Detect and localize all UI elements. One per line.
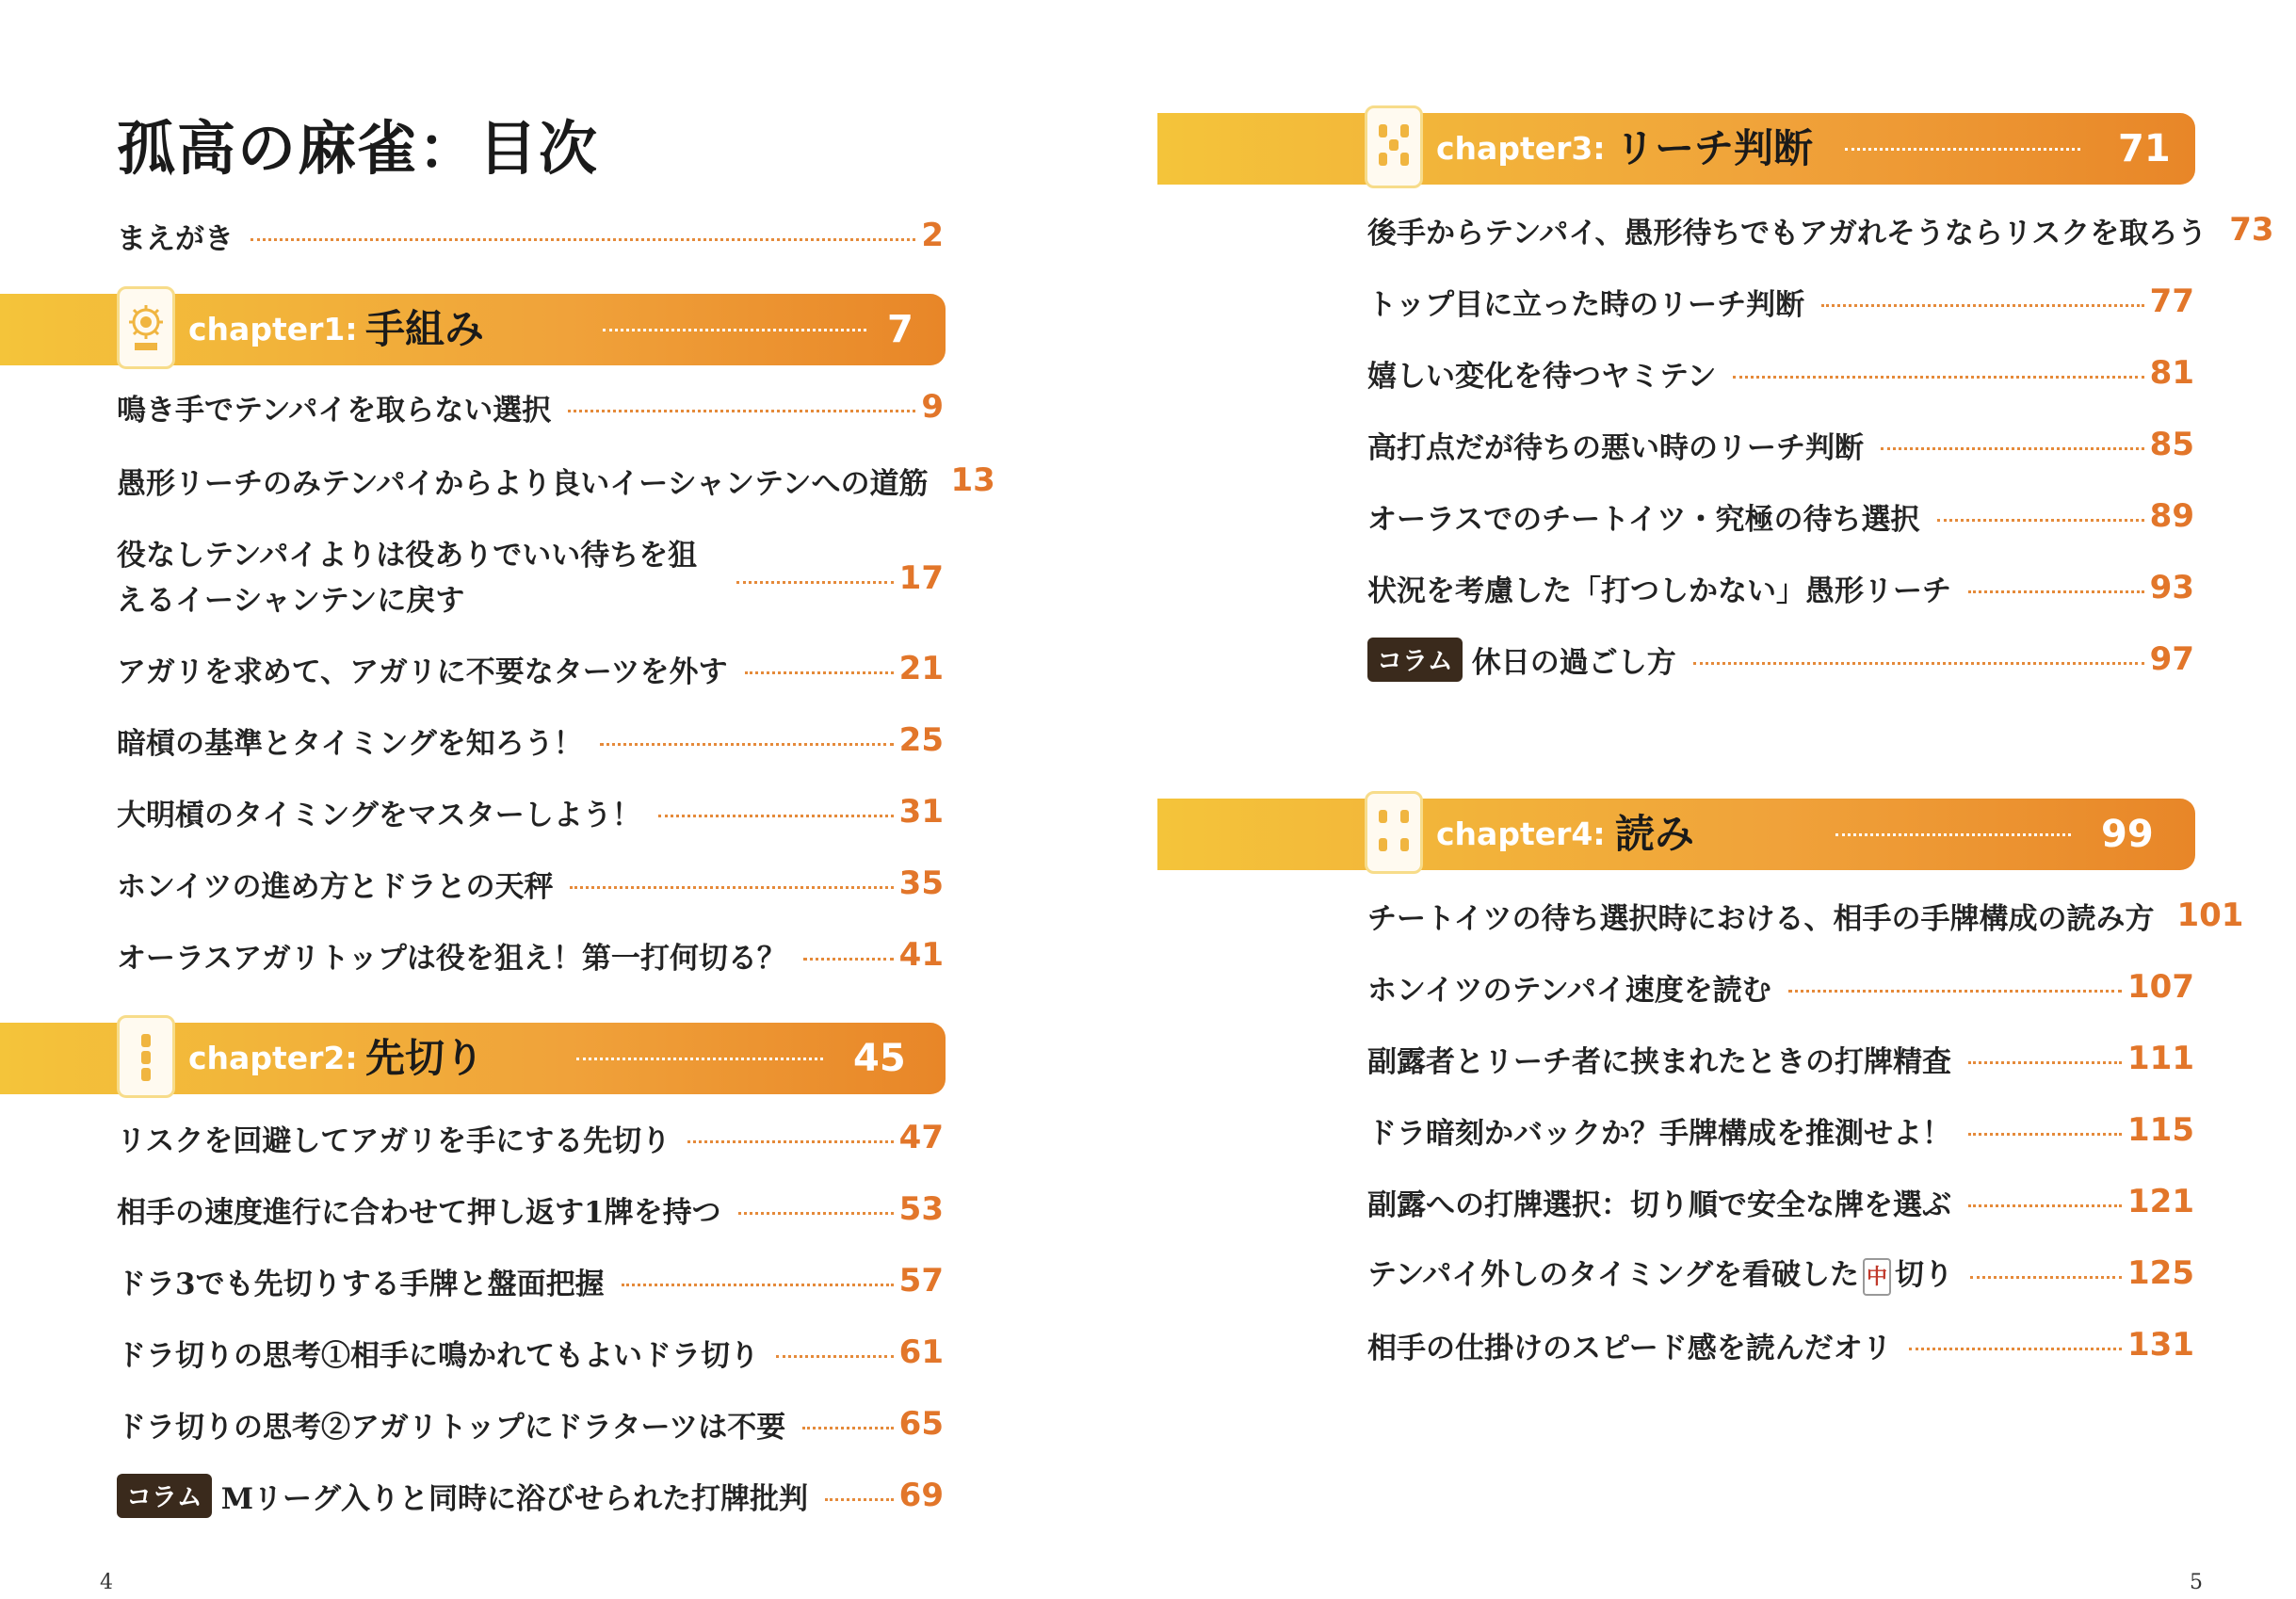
entry-title: 役なしテンパイよりは役ありでいい待ちを狙えるイーシャンテンに戻す — [117, 539, 698, 618]
leader-dots — [1693, 662, 2144, 665]
column-tag: コラム — [117, 1474, 212, 1518]
entry-page: 47 — [898, 1119, 944, 1156]
leader-dots — [1970, 1276, 2122, 1279]
chapter2-name: 先切り — [365, 1035, 485, 1081]
entry-page: 93 — [2149, 569, 2194, 606]
chapter3-label: chapter3: — [1436, 130, 1606, 167]
toc-entry[interactable] — [1367, 1175, 2194, 1228]
entry-page: 69 — [898, 1477, 944, 1514]
leader-dots — [825, 1498, 894, 1501]
toc-entry[interactable] — [117, 454, 995, 507]
entry-page: 77 — [2149, 283, 2194, 320]
entry-title: Mリーグ入りと同時に浴びせられた打牌批判 — [220, 1481, 809, 1516]
page-number: 5 — [2190, 1571, 2203, 1594]
chapter3-header[interactable] — [1157, 113, 2195, 185]
toc-entry[interactable] — [117, 1183, 944, 1236]
entry-page: 131 — [2127, 1326, 2194, 1364]
chapter1-page: 7 — [887, 308, 914, 351]
leader-dots — [600, 743, 894, 746]
leader-dots — [802, 1427, 893, 1429]
entry-title: オーラスアガリトップは役を狙え！第一打何切る？ — [117, 941, 786, 976]
entry-page: 89 — [2149, 497, 2194, 535]
entry-page: 121 — [2127, 1183, 2194, 1220]
chapter2-label: chapter2: — [188, 1040, 358, 1076]
mahjong-tile-icon — [117, 286, 175, 369]
leader-dots — [687, 1140, 894, 1143]
entry-page: 115 — [2127, 1111, 2194, 1149]
entry-page: 107 — [2127, 968, 2194, 1006]
toc-entry[interactable] — [117, 642, 944, 695]
entry-page: 65 — [898, 1405, 944, 1443]
entry-title: 後手からテンパイ、愚形待ちでもアガれそうならリスクを取ろう — [1367, 216, 2207, 250]
toc-entry-maegaki[interactable] — [117, 209, 944, 262]
entry-page: 25 — [898, 721, 944, 759]
entry-page: 57 — [898, 1262, 944, 1300]
entry-page: 31 — [898, 793, 944, 831]
toc-entry[interactable] — [117, 1397, 944, 1450]
mahjong-tile-icon — [1365, 105, 1423, 188]
leader-dots — [1968, 590, 2144, 593]
toc-entry[interactable] — [117, 1111, 944, 1164]
chapter1-label: chapter1: — [188, 311, 358, 347]
entry-title: 副露への打牌選択：切り順で安全な牌を選ぶ — [1367, 1187, 1951, 1222]
page-number: 4 — [100, 1571, 113, 1594]
leader-dots — [738, 1212, 894, 1215]
leader-dots — [1937, 519, 2144, 522]
leader-dots — [745, 671, 894, 674]
chapter4-header[interactable] — [1157, 799, 2195, 870]
toc-entry[interactable] — [117, 1254, 944, 1307]
entry-page: 53 — [898, 1190, 944, 1228]
leader-dots — [1968, 1133, 2122, 1136]
toc-entry[interactable] — [117, 785, 944, 838]
chapter4-label: chapter4: — [1436, 816, 1606, 852]
entry-title: 副露者とリーチ者に挟まれたときの打牌精査 — [1367, 1044, 1951, 1079]
entry-title: 相手の速度進行に合わせて押し返す1牌を持つ — [117, 1195, 721, 1230]
entry-title-post: 切り — [1895, 1258, 1954, 1293]
toc-entry-column[interactable] — [117, 1469, 944, 1522]
toc-entry[interactable] — [1367, 418, 2194, 471]
entry-title: ドラ切りの思考②アガリトップにドラターツは不要 — [117, 1410, 786, 1445]
entry-page: 101 — [2176, 896, 2244, 934]
entry-title: ドラ3でも先切りする手牌と盤面把握 — [117, 1267, 605, 1301]
entry-page: 81 — [2149, 354, 2194, 392]
leader-dots — [1835, 833, 2071, 836]
entry-page: 2 — [921, 217, 944, 254]
entry-page: 17 — [898, 559, 944, 597]
leader-dots — [603, 329, 866, 331]
toc-entry[interactable] — [1367, 203, 2274, 256]
toc-entry[interactable] — [1367, 1032, 2194, 1085]
toc-entry[interactable] — [117, 1326, 944, 1379]
toc-title: 孤高の麻雀：目次 — [117, 114, 600, 183]
entry-title: ホンイツのテンパイ速度を読む — [1367, 973, 1771, 1008]
entry-title: トップ目に立った時のリーチ判断 — [1367, 287, 1805, 322]
leader-dots — [1881, 447, 2144, 450]
leader-dots — [776, 1355, 894, 1358]
chapter1-name: 手組み — [365, 306, 485, 352]
column-tag: コラム — [1367, 638, 1463, 682]
entry-page: 61 — [898, 1333, 944, 1371]
toc-entry[interactable] — [117, 929, 944, 981]
leader-dots — [1845, 148, 2080, 151]
leader-dots — [570, 886, 893, 889]
chapter1-header[interactable] — [0, 294, 946, 365]
entry-page: 41 — [898, 936, 944, 974]
entry-title-pre: テンパイ外しのタイミングを看破した — [1367, 1258, 1860, 1293]
entry-title: 嬉しい変化を待つヤミテン — [1367, 359, 1717, 394]
toc-entry[interactable] — [1367, 961, 2194, 1013]
toc-entry[interactable] — [117, 527, 944, 629]
entry-page: 73 — [2229, 211, 2274, 249]
entry-page: 13 — [950, 461, 995, 499]
entry-page: 9 — [921, 388, 944, 426]
entry-title: 状況を考慮した「打つしかない」愚形リーチ — [1367, 573, 1951, 608]
leader-dots — [1821, 304, 2144, 307]
entry-title: オーラスでのチートイツ・究極の待ち選択 — [1367, 502, 1920, 537]
toc-entry[interactable] — [1367, 561, 2194, 614]
leader-dots — [568, 410, 915, 412]
leader-dots — [1909, 1348, 2122, 1350]
entry-page: 97 — [2149, 640, 2194, 678]
chapter2-header[interactable] — [0, 1023, 946, 1094]
toc-entry[interactable] — [1367, 1318, 2194, 1371]
leader-dots — [658, 815, 894, 817]
entry-title: チートイツの待ち選択時における、相手の手牌構成の読み方 — [1367, 901, 2155, 936]
toc-entry[interactable] — [1367, 889, 2244, 942]
mahjong-tile-icon — [1365, 791, 1423, 874]
entry-title: 休日の過ごし方 — [1471, 645, 1676, 680]
chapter2-page: 45 — [853, 1037, 906, 1080]
leader-dots — [1733, 376, 2143, 379]
leader-dots — [1968, 1061, 2122, 1064]
entry-title: リスクを回避してアガリを手にする先切り — [117, 1123, 671, 1158]
entry-title: 高打点だが待ちの悪い時のリーチ判断 — [1367, 430, 1864, 465]
chapter4-page: 99 — [2101, 813, 2154, 856]
entry-title: 相手の仕掛けのスピード感を読んだオリ — [1367, 1331, 1892, 1365]
right-page — [1148, 0, 2296, 1599]
leader-dots — [803, 958, 894, 961]
entry-title: アガリを求めて、アガリに不要なターツを外す — [117, 654, 728, 689]
toc-entry[interactable] — [117, 857, 944, 910]
toc-entry-column[interactable] — [1367, 633, 2194, 686]
leader-dots — [622, 1284, 894, 1286]
entry-title: 愚形リーチのみテンパイからより良いイーシャンテンへの道筋 — [117, 466, 929, 501]
chapter3-page: 71 — [2118, 127, 2171, 170]
entry-title: 暗槓の基準とタイミングを知ろう！ — [117, 726, 583, 761]
entry-page: 111 — [2127, 1040, 2194, 1077]
entry-title: ホンイツの進め方とドラとの天秤 — [117, 869, 554, 904]
mahjong-tile-icon — [117, 1015, 175, 1098]
entry-title: ドラ切りの思考①相手に鳴かれてもよいドラ切り — [117, 1338, 759, 1373]
entry-page: 85 — [2149, 426, 2194, 463]
toc-entry[interactable] — [117, 714, 944, 767]
entry-page: 21 — [898, 650, 944, 687]
entry-title — [1367, 1251, 1953, 1296]
chapter4-name: 読み — [1615, 811, 1695, 857]
entry-title: 大明槓のタイミングをマスターしよう！ — [117, 798, 641, 832]
leader-dots — [576, 1058, 823, 1060]
leader-dots — [251, 238, 915, 241]
toc-entry[interactable] — [117, 380, 944, 433]
toc-entry[interactable] — [1367, 1104, 2194, 1156]
toc-entry[interactable] — [1367, 347, 2194, 399]
chapter3-name: リーチ判断 — [1615, 125, 1814, 171]
toc-entry[interactable] — [1367, 1247, 2194, 1300]
leader-dots — [736, 581, 894, 584]
entry-title: まえがき — [117, 221, 234, 256]
leader-dots — [1968, 1204, 2122, 1207]
chun-tile-icon: 中 — [1863, 1258, 1891, 1296]
leader-dots — [1788, 990, 2122, 993]
entry-page: 35 — [898, 864, 944, 902]
toc-entry[interactable] — [1367, 490, 2194, 542]
entry-title: 鳴き手でテンパイを取らない選択 — [117, 393, 552, 428]
entry-title: ドラ暗刻かバックか？手牌構成を推測せよ！ — [1367, 1116, 1951, 1151]
toc-entry[interactable] — [1367, 275, 2194, 328]
entry-page: 125 — [2127, 1254, 2194, 1292]
